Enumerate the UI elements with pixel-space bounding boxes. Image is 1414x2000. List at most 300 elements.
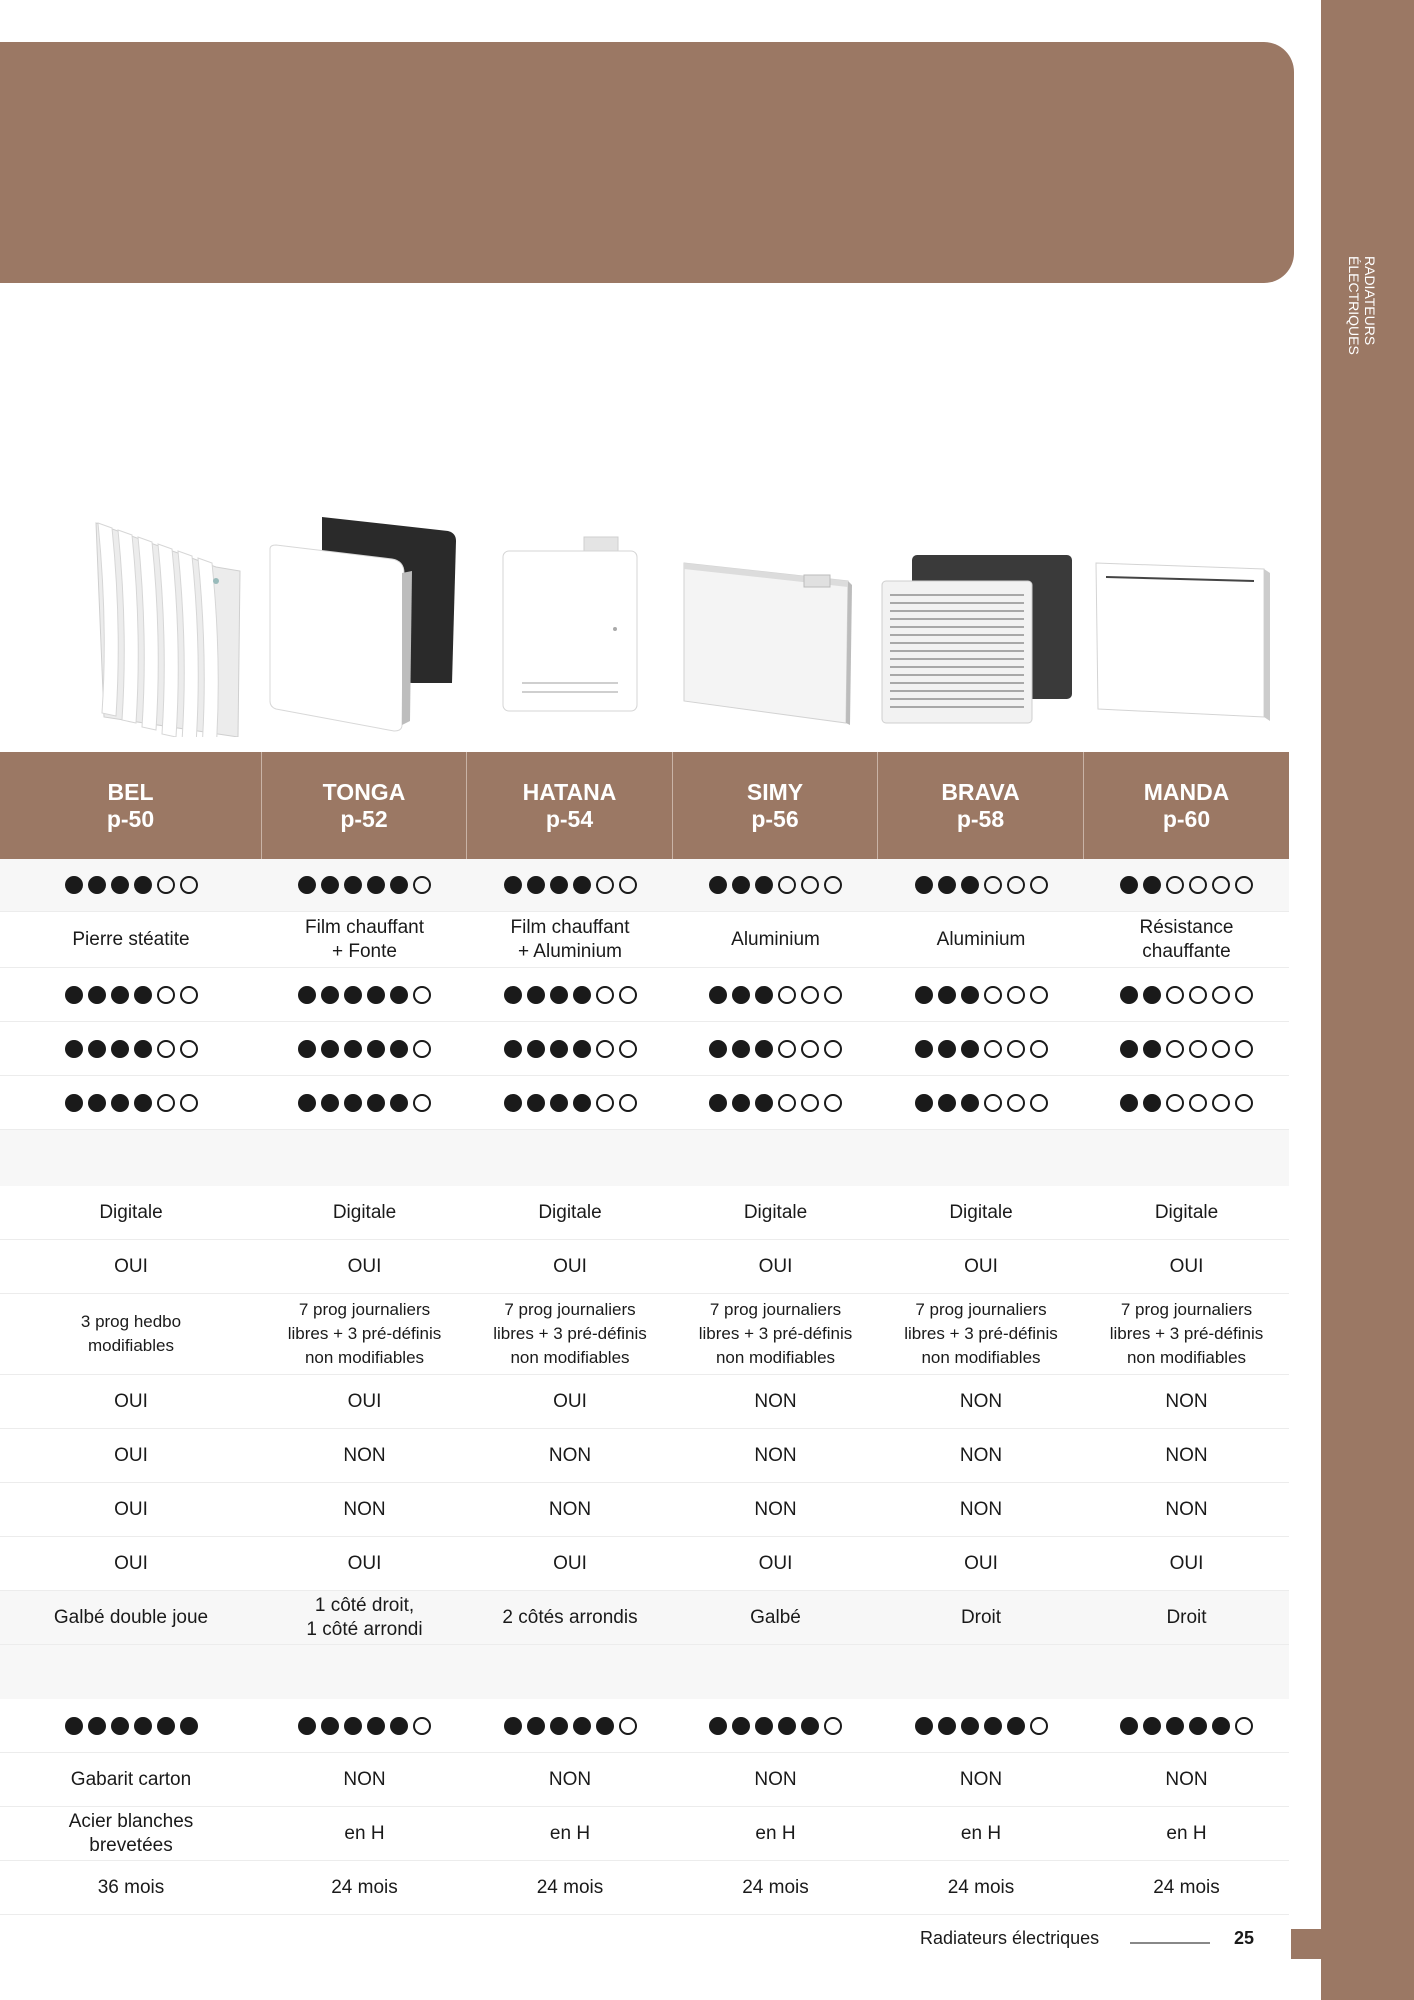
filled-dot-icon <box>527 1094 545 1112</box>
cell-text: OUI <box>114 1390 148 1412</box>
page-number: 25 <box>1234 1928 1255 1948</box>
filled-dot-icon <box>88 1717 106 1735</box>
rating-dots <box>1120 1040 1253 1058</box>
filled-dot-icon <box>65 1040 83 1058</box>
empty-dot-icon <box>1007 986 1025 1004</box>
empty-dot-icon <box>619 1094 637 1112</box>
rating-dots <box>1120 1717 1253 1735</box>
table-cell <box>1084 912 1289 967</box>
filled-dot-icon <box>755 1040 773 1058</box>
filled-dot-icon <box>527 1717 545 1735</box>
filled-dot-icon <box>961 1094 979 1112</box>
cell-text: Acier blanches brevetées <box>68 1810 194 1856</box>
filled-dot-icon <box>1120 1094 1138 1112</box>
empty-dot-icon <box>413 1717 431 1735</box>
filled-dot-icon <box>111 986 129 1004</box>
filled-dot-icon <box>1120 1040 1138 1058</box>
filled-dot-icon <box>321 876 339 894</box>
filled-dot-icon <box>88 876 106 894</box>
filled-dot-icon <box>134 876 152 894</box>
cell-text: 24 mois <box>536 1876 604 1898</box>
table-cell <box>262 1537 467 1590</box>
rating-cell <box>673 1699 878 1752</box>
table-cell <box>673 1186 878 1239</box>
table-cell <box>673 1753 878 1806</box>
filled-dot-icon <box>344 1717 362 1735</box>
filled-dot-icon <box>709 1040 727 1058</box>
rating-cell <box>673 968 878 1021</box>
filled-dot-icon <box>65 986 83 1004</box>
cell-text: NON <box>1165 1498 1208 1520</box>
filled-dot-icon <box>344 876 362 894</box>
filled-dot-icon <box>732 1040 750 1058</box>
filled-dot-icon <box>88 1040 106 1058</box>
filled-dot-icon <box>111 1717 129 1735</box>
table-cell <box>878 1375 1084 1428</box>
table-cell <box>878 1591 1084 1644</box>
cell-text: OUI <box>347 1552 382 1574</box>
rating-cell <box>262 1022 467 1075</box>
table-cell <box>673 1591 878 1644</box>
cell-text: OUI <box>114 1552 148 1574</box>
table-cell <box>1084 1861 1289 1914</box>
table-body <box>0 859 1289 1915</box>
cell-text: NON <box>754 1768 797 1790</box>
product-image-bel <box>88 505 248 737</box>
empty-dot-icon <box>619 1040 637 1058</box>
empty-dot-icon <box>157 1040 175 1058</box>
rating-dots <box>504 876 637 894</box>
cell-text: en H <box>1166 1822 1207 1844</box>
table-cell <box>262 1186 467 1239</box>
cell-text: OUI <box>347 1390 382 1412</box>
filled-dot-icon <box>344 1094 362 1112</box>
product-image-tonga <box>262 505 462 737</box>
filled-dot-icon <box>778 1717 796 1735</box>
rating-dots <box>65 1094 198 1112</box>
cell-text: Pierre stéatite <box>72 928 190 950</box>
product-page-ref: p-50 <box>106 805 155 832</box>
filled-dot-icon <box>938 1040 956 1058</box>
filled-dot-icon <box>732 986 750 1004</box>
filled-dot-icon <box>573 1094 591 1112</box>
cell-text: 24 mois <box>742 1876 809 1898</box>
empty-dot-icon <box>1030 986 1048 1004</box>
cell-text: 7 prog journaliers libres + 3 pré-définis non modifiables <box>698 1300 853 1367</box>
empty-dot-icon <box>984 986 1002 1004</box>
table-cell <box>0 1186 262 1239</box>
filled-dot-icon <box>732 1717 750 1735</box>
cell-text: en H <box>960 1822 1002 1844</box>
rating-cell <box>0 1022 262 1075</box>
table-cell <box>467 1537 673 1590</box>
rating-cell <box>262 859 467 911</box>
table-cell <box>673 1537 878 1590</box>
filled-dot-icon <box>321 1040 339 1058</box>
table-cell <box>878 1429 1084 1482</box>
table-cell <box>1084 1240 1289 1293</box>
filled-dot-icon <box>550 1094 568 1112</box>
filled-dot-icon <box>1143 1040 1161 1058</box>
product-name: SIMY <box>746 778 804 805</box>
cell-text: OUI <box>553 1255 587 1277</box>
filled-dot-icon <box>961 1040 979 1058</box>
rating-dots <box>65 1040 198 1058</box>
rating-cell <box>467 1022 673 1075</box>
table-cell <box>0 1375 262 1428</box>
empty-dot-icon <box>1235 1040 1253 1058</box>
rating-dots <box>298 1717 431 1735</box>
cell-text: 24 mois <box>331 1876 398 1898</box>
table-cell <box>467 912 673 967</box>
cell-text: NON <box>548 1768 592 1790</box>
cell-text: 24 mois <box>947 1876 1015 1898</box>
empty-dot-icon <box>778 876 796 894</box>
filled-dot-icon <box>732 876 750 894</box>
cell-text: NON <box>1165 1444 1208 1466</box>
filled-dot-icon <box>1143 986 1161 1004</box>
table-row <box>0 1483 1289 1537</box>
cell-text: en H <box>344 1822 385 1844</box>
product-header-manda <box>1084 752 1289 859</box>
filled-dot-icon <box>390 1717 408 1735</box>
filled-dot-icon <box>915 986 933 1004</box>
table-cell <box>878 1186 1084 1239</box>
rating-dots <box>298 1094 431 1112</box>
filled-dot-icon <box>111 1040 129 1058</box>
filled-dot-icon <box>938 876 956 894</box>
cell-text: Galbé double joue <box>53 1606 209 1628</box>
table-row <box>0 1861 1289 1915</box>
product-header-brava <box>878 752 1084 859</box>
cell-text: 2 côtés arrondis <box>502 1606 638 1628</box>
rating-dots <box>915 876 1048 894</box>
product-header-tonga <box>262 752 467 859</box>
cell-text: OUI <box>964 1552 998 1574</box>
table-cell <box>673 1861 878 1914</box>
rating-dots <box>915 1040 1048 1058</box>
empty-dot-icon <box>824 1094 842 1112</box>
table-row <box>0 1240 1289 1294</box>
filled-dot-icon <box>134 1094 152 1112</box>
rating-cell <box>467 1076 673 1129</box>
cell-text: 36 mois <box>97 1876 165 1898</box>
table-cell <box>262 1483 467 1536</box>
filled-dot-icon <box>1120 986 1138 1004</box>
empty-dot-icon <box>1212 1094 1230 1112</box>
table-row <box>0 912 1289 968</box>
filled-dot-icon <box>732 1094 750 1112</box>
empty-dot-icon <box>1166 1094 1184 1112</box>
filled-dot-icon <box>550 1040 568 1058</box>
filled-dot-icon <box>573 1717 591 1735</box>
empty-dot-icon <box>619 876 637 894</box>
filled-dot-icon <box>390 1040 408 1058</box>
table-row <box>0 968 1289 1022</box>
table-cell <box>262 1375 467 1428</box>
rating-cell <box>0 1699 262 1752</box>
filled-dot-icon <box>573 986 591 1004</box>
rating-cell <box>878 968 1084 1021</box>
filled-dot-icon <box>1189 1717 1207 1735</box>
cell-text: OUI <box>553 1390 587 1412</box>
table-cell <box>467 1186 673 1239</box>
table-cell <box>1084 1807 1289 1860</box>
filled-dot-icon <box>550 876 568 894</box>
empty-dot-icon <box>596 986 614 1004</box>
filled-dot-icon <box>504 1040 522 1058</box>
rating-dots <box>65 876 198 894</box>
table-row <box>0 1294 1289 1375</box>
filled-dot-icon <box>1143 876 1161 894</box>
filled-dot-icon <box>1120 1717 1138 1735</box>
rating-cell <box>673 1022 878 1075</box>
product-name: BEL <box>107 778 154 805</box>
filled-dot-icon <box>961 986 979 1004</box>
table-cell <box>262 1429 467 1482</box>
cell-text: OUI <box>114 1444 148 1466</box>
filled-dot-icon <box>915 876 933 894</box>
table-cell <box>467 1375 673 1428</box>
empty-dot-icon <box>1235 1717 1253 1735</box>
filled-dot-icon <box>298 1040 316 1058</box>
empty-dot-icon <box>1189 986 1207 1004</box>
table-cell <box>467 1429 673 1482</box>
empty-dot-icon <box>1212 1040 1230 1058</box>
empty-dot-icon <box>413 1040 431 1058</box>
empty-dot-icon <box>180 986 198 1004</box>
empty-dot-icon <box>619 986 637 1004</box>
cell-text: OUI <box>758 1552 793 1574</box>
cell-text: NON <box>754 1444 797 1466</box>
table-row <box>0 1076 1289 1130</box>
rating-cell <box>262 1699 467 1752</box>
empty-dot-icon <box>413 876 431 894</box>
product-page-ref: p-56 <box>751 805 799 832</box>
cell-text: Aluminium <box>731 928 820 950</box>
empty-dot-icon <box>1212 986 1230 1004</box>
table-cell <box>467 1861 673 1914</box>
footer-divider <box>1130 1942 1210 1944</box>
filled-dot-icon <box>504 876 522 894</box>
filled-dot-icon <box>938 1094 956 1112</box>
empty-dot-icon <box>1189 876 1207 894</box>
cell-text: NON <box>754 1498 797 1520</box>
rating-dots <box>298 986 431 1004</box>
rating-cell <box>878 1022 1084 1075</box>
filled-dot-icon <box>111 1094 129 1112</box>
table-cell <box>0 1807 262 1860</box>
cell-text: OUI <box>347 1255 382 1277</box>
side-tab-label: RADIATEURS ÉLECTRIQUES <box>1346 256 1378 355</box>
filled-dot-icon <box>298 1094 316 1112</box>
cell-text: Droit <box>1166 1606 1207 1628</box>
empty-dot-icon <box>824 876 842 894</box>
filled-dot-icon <box>367 1717 385 1735</box>
empty-dot-icon <box>1007 1040 1025 1058</box>
empty-dot-icon <box>157 1094 175 1112</box>
table-cell <box>467 1294 673 1374</box>
filled-dot-icon <box>915 1040 933 1058</box>
table-cell <box>0 1240 262 1293</box>
table-cell <box>878 1240 1084 1293</box>
rating-cell <box>1084 859 1289 911</box>
table-cell <box>467 1753 673 1806</box>
section-spacer <box>0 1130 1289 1186</box>
table-cell <box>0 1537 262 1590</box>
rating-cell <box>467 859 673 911</box>
filled-dot-icon <box>321 986 339 1004</box>
empty-dot-icon <box>778 1040 796 1058</box>
cell-text: OUI <box>114 1498 148 1520</box>
filled-dot-icon <box>550 1717 568 1735</box>
filled-dot-icon <box>527 1040 545 1058</box>
filled-dot-icon <box>367 876 385 894</box>
filled-dot-icon <box>527 986 545 1004</box>
product-header-simy <box>673 752 878 859</box>
table-row <box>0 1807 1289 1861</box>
product-header-hatana <box>467 752 673 859</box>
table-row <box>0 1537 1289 1591</box>
cell-text: NON <box>754 1390 797 1412</box>
table-cell <box>262 1240 467 1293</box>
empty-dot-icon <box>1189 1094 1207 1112</box>
product-page-ref: p-54 <box>545 805 594 832</box>
header-banner <box>0 42 1294 283</box>
table-cell <box>0 1591 262 1644</box>
table-cell <box>878 1861 1084 1914</box>
rating-cell <box>1084 1699 1289 1752</box>
table-header <box>0 752 1289 859</box>
table-cell <box>467 1807 673 1860</box>
filled-dot-icon <box>157 1717 175 1735</box>
table-cell <box>673 1375 878 1428</box>
table-cell <box>878 912 1084 967</box>
table-cell <box>262 1294 467 1374</box>
product-header-bel <box>0 752 262 859</box>
filled-dot-icon <box>1143 1717 1161 1735</box>
cell-text: NON <box>1165 1768 1208 1790</box>
empty-dot-icon <box>824 1717 842 1735</box>
product-name: BRAVA <box>941 778 1020 805</box>
table-cell <box>1084 1483 1289 1536</box>
empty-dot-icon <box>413 1094 431 1112</box>
rating-cell <box>878 859 1084 911</box>
product-page-ref: p-52 <box>340 805 388 832</box>
empty-dot-icon <box>1030 1040 1048 1058</box>
filled-dot-icon <box>65 1717 83 1735</box>
cell-text: NON <box>548 1444 592 1466</box>
empty-dot-icon <box>984 1094 1002 1112</box>
filled-dot-icon <box>1120 876 1138 894</box>
filled-dot-icon <box>709 1717 727 1735</box>
page-tab <box>1291 1929 1321 1959</box>
cell-text: 24 mois <box>1153 1876 1220 1898</box>
filled-dot-icon <box>961 876 979 894</box>
filled-dot-icon <box>111 876 129 894</box>
rating-dots <box>504 1094 637 1112</box>
filled-dot-icon <box>527 876 545 894</box>
filled-dot-icon <box>367 1040 385 1058</box>
cell-text: OUI <box>964 1255 998 1277</box>
table-cell <box>878 1753 1084 1806</box>
table-cell <box>0 912 262 967</box>
rating-dots <box>915 1094 1048 1112</box>
product-images <box>0 505 1289 737</box>
cell-text: 7 prog journaliers libres + 3 pré-définis non modifiables <box>287 1300 442 1367</box>
cell-text: Galbé <box>750 1606 801 1628</box>
cell-text: Digitale <box>332 1201 397 1223</box>
empty-dot-icon <box>801 1040 819 1058</box>
filled-dot-icon <box>596 1717 614 1735</box>
cell-text: en H <box>549 1822 591 1844</box>
table-cell <box>1084 1186 1289 1239</box>
comparison-table <box>0 752 1289 1915</box>
cell-text: NON <box>959 1498 1003 1520</box>
cell-text: Digitale <box>949 1201 1013 1223</box>
cell-text: 7 prog journaliers libres + 3 pré-définis non modifiables <box>1109 1300 1264 1367</box>
cell-text: NON <box>959 1444 1003 1466</box>
empty-dot-icon <box>1189 1040 1207 1058</box>
filled-dot-icon <box>984 1717 1002 1735</box>
empty-dot-icon <box>413 986 431 1004</box>
rating-cell <box>878 1699 1084 1752</box>
filled-dot-icon <box>550 986 568 1004</box>
rating-dots <box>65 1717 198 1735</box>
empty-dot-icon <box>596 1040 614 1058</box>
rating-dots <box>504 1040 637 1058</box>
rating-cell <box>467 1699 673 1752</box>
rating-dots <box>1120 986 1253 1004</box>
product-page-ref: p-60 <box>1162 805 1211 832</box>
filled-dot-icon <box>1143 1094 1161 1112</box>
filled-dot-icon <box>755 1094 773 1112</box>
empty-dot-icon <box>1030 876 1048 894</box>
rating-cell <box>262 1076 467 1129</box>
empty-dot-icon <box>157 876 175 894</box>
filled-dot-icon <box>1166 1717 1184 1735</box>
cell-text: Droit <box>960 1606 1002 1628</box>
empty-dot-icon <box>778 986 796 1004</box>
filled-dot-icon <box>1212 1717 1230 1735</box>
table-cell <box>878 1294 1084 1374</box>
empty-dot-icon <box>1166 986 1184 1004</box>
empty-dot-icon <box>1007 876 1025 894</box>
filled-dot-icon <box>755 876 773 894</box>
table-cell <box>262 1591 467 1644</box>
empty-dot-icon <box>180 876 198 894</box>
empty-dot-icon <box>596 876 614 894</box>
filled-dot-icon <box>344 986 362 1004</box>
filled-dot-icon <box>390 1094 408 1112</box>
section-spacer <box>0 1645 1289 1699</box>
table-cell <box>878 1807 1084 1860</box>
cell-text: NON <box>959 1390 1003 1412</box>
table-cell <box>0 1753 262 1806</box>
filled-dot-icon <box>298 876 316 894</box>
table-cell <box>0 1861 262 1914</box>
rating-cell <box>0 859 262 911</box>
table-cell <box>0 1429 262 1482</box>
cell-text: 1 côté droit, 1 côté arrondi <box>306 1594 423 1640</box>
filled-dot-icon <box>134 986 152 1004</box>
product-image-simy <box>680 505 852 737</box>
table-row <box>0 1022 1289 1076</box>
empty-dot-icon <box>596 1094 614 1112</box>
empty-dot-icon <box>1235 876 1253 894</box>
cell-text: OUI <box>1169 1552 1204 1574</box>
table-row <box>0 1753 1289 1807</box>
